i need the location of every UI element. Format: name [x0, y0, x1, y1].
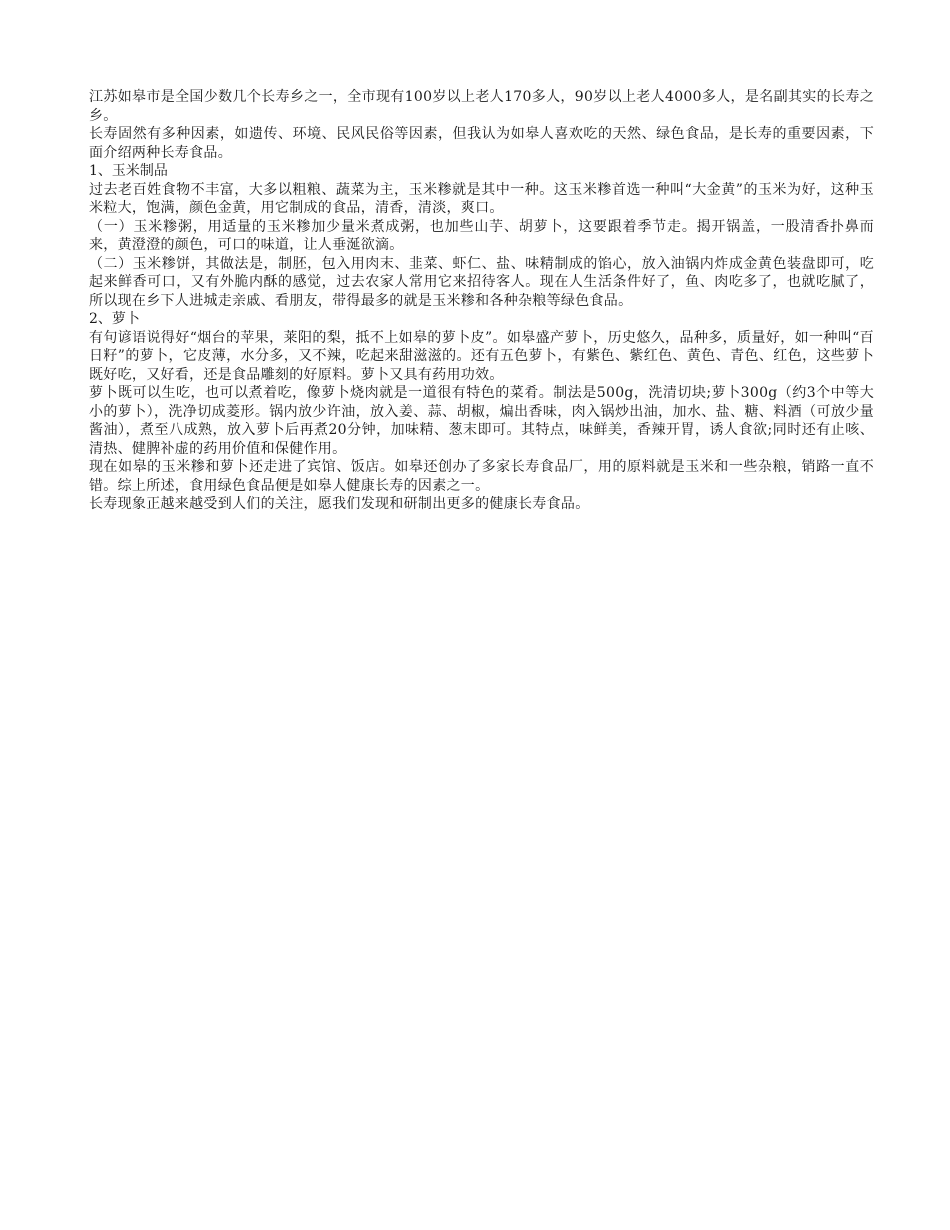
closing-paragraph: 长寿现象正越来越受到人们的关注，愿我们发现和研制出更多的健康长寿食品。 — [89, 496, 590, 512]
document-body — [89, 88, 874, 514]
summary-paragraph: 现在如皋的玉米糁和萝卜还走进了宾馆、饭店。如皋还创办了多家长寿食品厂，用的原料就是玉米和一些杂粮，销路一直不错。综上所述，食用绿色食品便是如皋人健康长寿的因素之一。 — [89, 459, 874, 494]
reasons-paragraph: 长寿固然有多种因素，如遗传、环境、民风民俗等因素，但我认为如皋人喜欢吃的天然、绿色食品，是长寿的重要因素，下面介绍两种长寿食品。 — [89, 126, 874, 161]
corn-cake-paragraph: （二）玉米糁饼，其做法是，制胚，包入用肉末、韭菜、虾仁、盐、味精制成的馅心，放入油锅内炸成金黄色装盘即可，吃起来鲜香可口，又有外脆内酥的感觉，过去农家人常用它来招待客人。现在人生活条件好了，鱼、肉吃多了，也就吃腻了，所以现在乡下人进城走亲戚、看朋友，带得最多的就是玉米糁和各种杂粮等绿色食品。 — [89, 255, 874, 309]
corn-intro-paragraph: 过去老百姓食物不丰富，大多以粗粮、蔬菜为主，玉米糁就是其中一种。这玉米糁首选一种叫“大金黄”的玉米为好，这种玉米粒大，饱满，颜色金黄，用它制成的食品，清香，清淡，爽口。 — [89, 181, 874, 216]
intro-paragraph: 江苏如皋市是全国少数几个长寿乡之一，全市现有100岁以上老人170多人，90岁以上老人4000多人，是名副其实的长寿之乡。 — [89, 89, 874, 124]
section-heading-radish: 2、萝卜 — [89, 311, 140, 327]
section-heading-corn: 1、玉米制品 — [89, 163, 168, 179]
radish-recipe-paragraph: 萝卜既可以生吃，也可以煮着吃，像萝卜烧肉就是一道很有特色的菜肴。制法是500g，洗清切块;萝卜300g（约3个中等大小的萝卜），洗净切成菱形。锅内放少许油，放入姜、蒜、胡椒，煸出香味，肉入锅炒出油，加水、盐、糖、料酒（可放少量酱油），煮至八成熟，放入萝卜后再煮20分钟，加味精、葱末即可。其特点，味鲜美，香辣开胃，诱人食欲;同时还有止咳、清热、健脾补虚的药用价值和保健作用。 — [89, 385, 874, 457]
corn-porridge-paragraph: （一）玉米糁粥，用适量的玉米糁加少量米煮成粥，也加些山芋、胡萝卜，这要跟着季节走。揭开锅盖，一股清香扑鼻而来，黄澄澄的颜色，可口的味道，让人垂涎欲滴。 — [89, 218, 874, 253]
radish-intro-paragraph: 有句谚语说得好“烟台的苹果，莱阳的梨，抵不上如皋的萝卜皮”。如皋盛产萝卜，历史悠久，品种多，质量好，如一种叫“百日籽”的萝卜，它皮薄，水分多，又不辣，吃起来甜滋滋的。还有五色萝卜，有紫色、紫红色、黄色、青色、红色，这些萝卜既好吃，又好看，还是食品雕刻的好原料。萝卜又具有药用功效。 — [89, 329, 874, 383]
